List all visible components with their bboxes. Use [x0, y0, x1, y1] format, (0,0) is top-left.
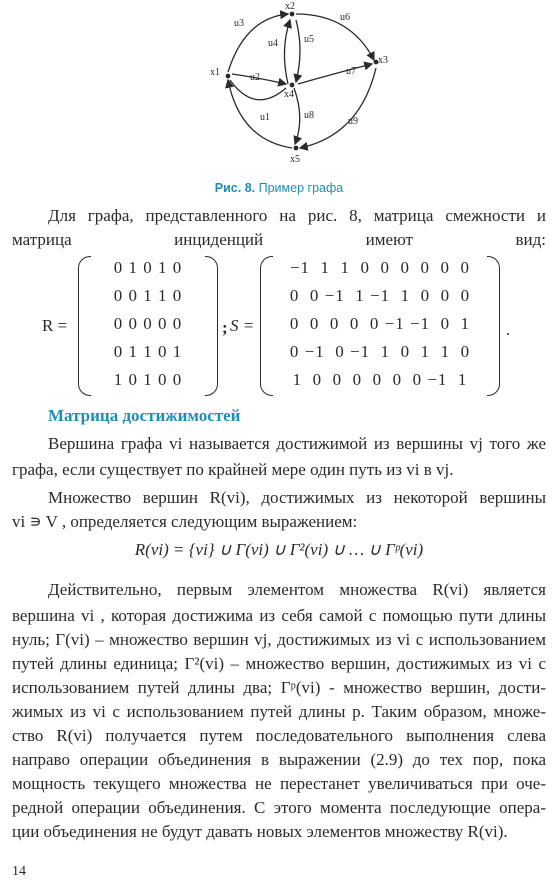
- para3-line: направо операции объединения в выражении (2.9) до тех пор, пока: [12, 750, 546, 769]
- reachability-formula: R(vi) = {vi} ∪ Γ(vi) ∪ Γ²(vi) ∪ … ∪ Γᵖ(vi): [134, 540, 424, 559]
- matrices-block: [40, 256, 540, 398]
- label-u6: u6: [340, 12, 350, 23]
- matrix-R-row: 1 0 1 0 0: [113, 370, 183, 389]
- label-x3: x3: [378, 55, 388, 66]
- matrix-S-row: 0 0 −1 1 −1 1 0 0 0: [289, 286, 471, 305]
- page-number: 14: [12, 864, 26, 879]
- para3-line: использованием путей длины два; Γᵖ(vi) - множество вершин, дости-: [12, 678, 546, 697]
- matrix-S-row: 0 −1 0 −1 1 0 1 1 0: [289, 342, 471, 361]
- matrix-S-label: S =: [230, 316, 255, 335]
- para3-line: путей длины единица; Γ²(vi) – множество вершин, достижимых из vi с: [12, 654, 546, 673]
- section-heading: Матрица достижимостей: [48, 406, 241, 425]
- label-u4: u4: [268, 38, 278, 49]
- label-u1: u1: [260, 112, 270, 123]
- matrix-S: [260, 256, 500, 396]
- node-x1: [226, 74, 231, 79]
- para1-line2: графа, если существует по крайней мере один путь из vi в vj.: [12, 460, 454, 479]
- label-u3: u3: [234, 18, 244, 29]
- label-x1: x1: [210, 67, 220, 78]
- node-x5: [294, 146, 299, 151]
- label-u5: u5: [304, 34, 314, 45]
- para3-line: редной операции объединения. С этого момента последующие опера-: [12, 798, 546, 817]
- label-x2: x2: [285, 1, 295, 12]
- edge-u5: [296, 20, 300, 82]
- matrix-R: [78, 256, 218, 396]
- matrix-separator: ;: [222, 318, 228, 337]
- caption-text: Пример графа: [258, 181, 344, 195]
- matrix-R-row: 0 0 0 0 0: [113, 314, 183, 333]
- edge-u7: [298, 64, 372, 84]
- label-u7: u7: [346, 66, 356, 77]
- para3-line: мощность текущего множества не перестанет увеличиваться при оче-: [12, 774, 546, 793]
- matrix-S-row: −1 1 1 0 0 0 0 0 0: [289, 258, 471, 277]
- para3-line: Действительно, первым элементом множества R(vi) является: [48, 580, 546, 599]
- para3-line: нуль; Γ(vi) – множество вершин vj, достижимых из vi с использованием: [12, 630, 546, 649]
- para3-line: ство R(vi) получается путем последовательного выполнения слева: [12, 726, 546, 745]
- para1-line1: Вершина графа vi называется достижимой из вершины vj того же: [48, 434, 546, 453]
- node-x4: [290, 83, 295, 88]
- matrix-R-row: 0 0 1 1 0: [113, 286, 183, 305]
- intro-paragraph: Для графа, представленного на рис. 8, матрица смежности и матрица инциденций имеют вид:: [12, 206, 546, 249]
- para2-line2: vi ∍ V , определяется следующим выражением:: [12, 512, 358, 531]
- para3-line: жимых из vi с использованием путей длины p. Таким образом, множе-: [12, 702, 546, 721]
- node-x2: [290, 12, 295, 17]
- matrix-R-label: R =: [42, 316, 68, 335]
- label-u9: u9: [348, 116, 358, 127]
- figure-caption: [0, 181, 558, 195]
- para2-line1: Множество вершин R(vi), достижимых из некоторой вершины: [48, 488, 546, 507]
- label-u8: u8: [304, 110, 314, 121]
- edge-u8: [294, 88, 300, 144]
- graph-diagram: [200, 0, 400, 170]
- matrix-S-row: 0 0 0 0 0 −1 −1 0 1: [289, 314, 471, 333]
- matrix-end: .: [506, 320, 511, 339]
- graph-figure: [200, 0, 400, 170]
- matrix-R-row: 0 1 1 0 1: [113, 342, 183, 361]
- label-u2: u2: [250, 72, 260, 83]
- label-x5: x5: [290, 154, 300, 165]
- matrix-R-row: 0 1 0 1 0: [113, 258, 183, 277]
- caption-label: Рис. 8.: [214, 181, 256, 195]
- edge-u4: [284, 20, 290, 84]
- matrix-S-row: 1 0 0 0 0 0 0 −1 1: [292, 370, 468, 389]
- para3-line: вершина vi , которая достижима из себя самой с помощью пути длины: [12, 606, 546, 625]
- label-x4: x4: [284, 89, 294, 100]
- para3-line: ции объединения не будут давать новых элементов множеству R(vi).: [12, 822, 508, 841]
